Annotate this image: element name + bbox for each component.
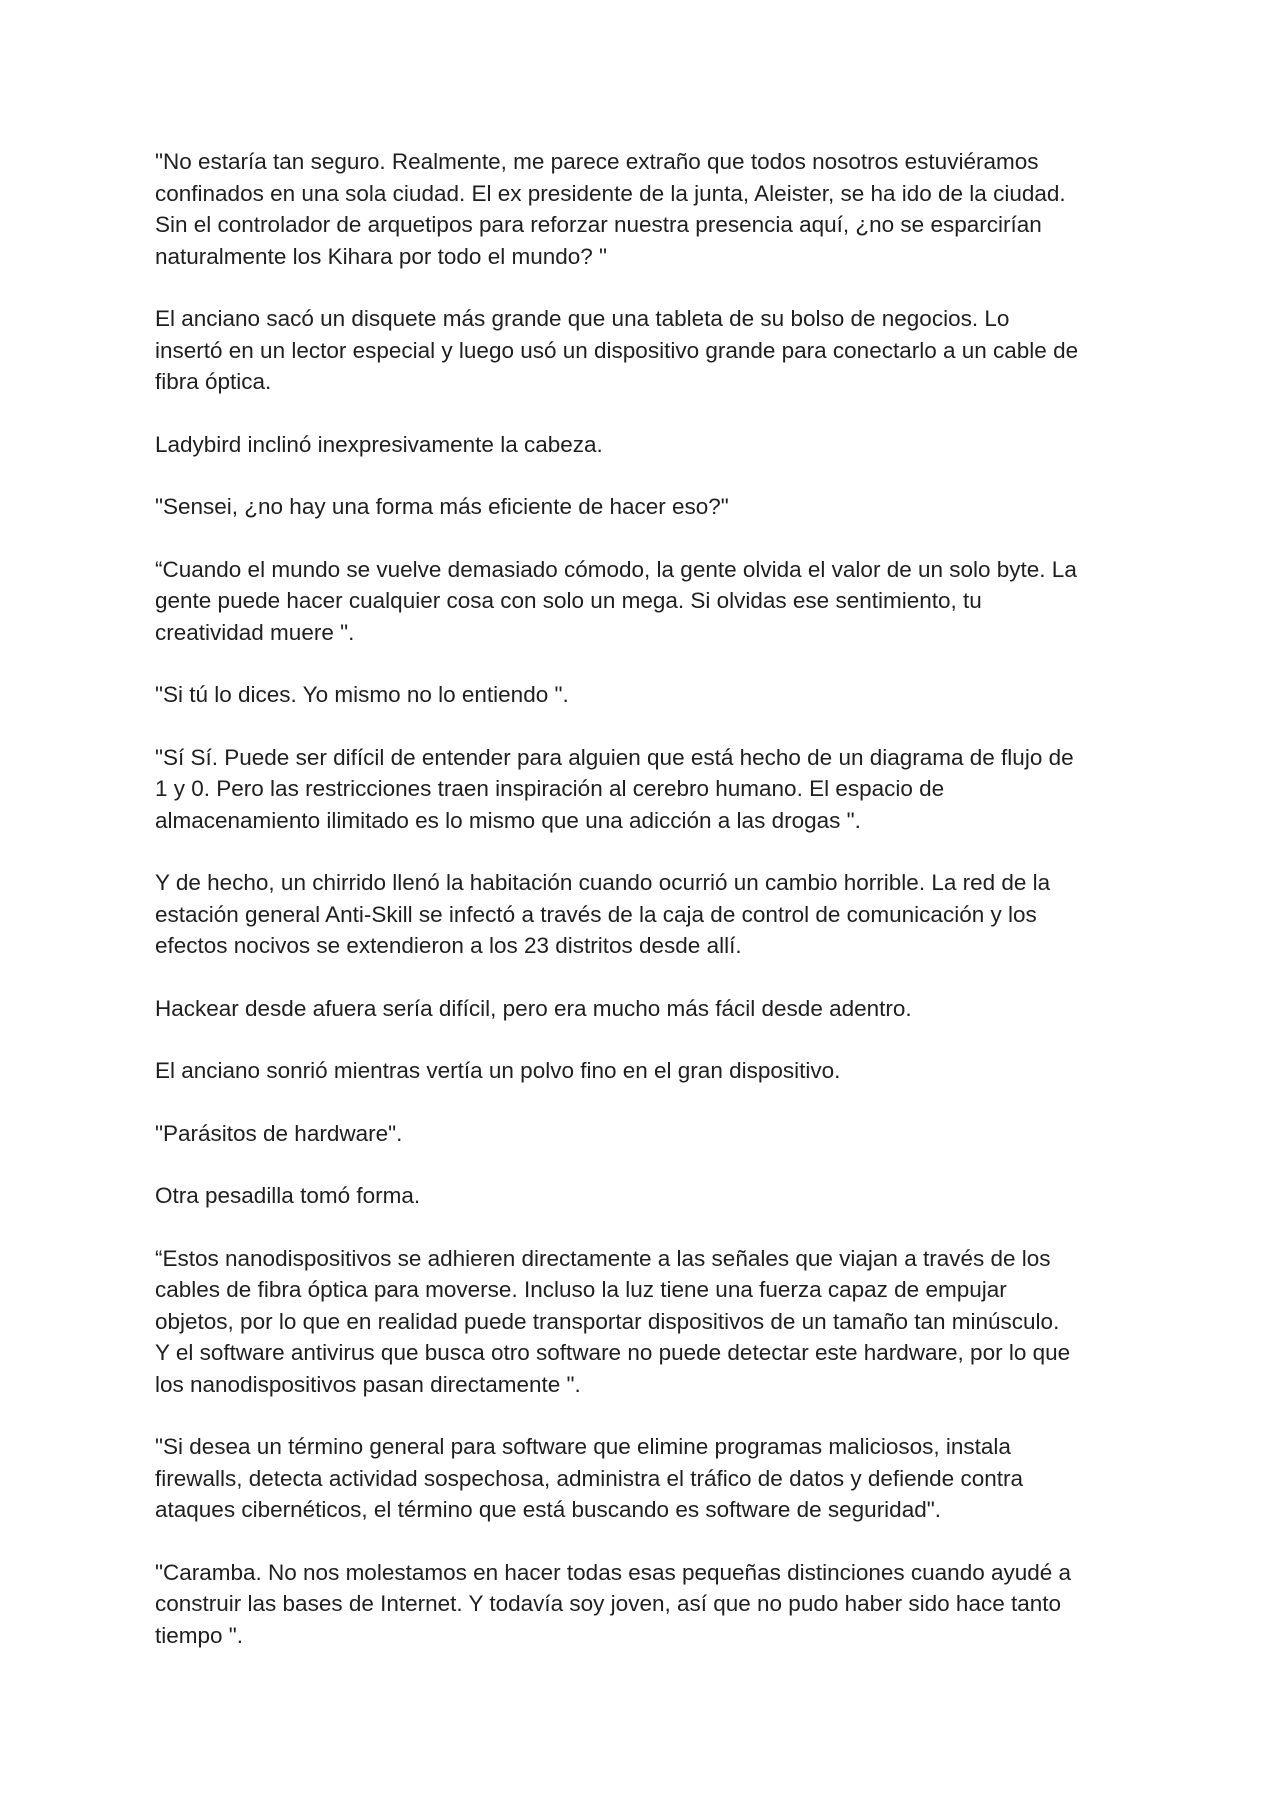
paragraph-11: "Parásitos de hardware".: [155, 1120, 403, 1146]
paragraph-12: Otra pesadilla tomó forma.: [155, 1183, 421, 1208]
paragraph-14: "Si desea un término general para software que elimine programas maliciosos, instala firewalls, detecta actividad sospechosa, administra el tráfico de datos y defiende contra ataques cibernéticos, el término que está buscando es software de seguridad".: [155, 1434, 1023, 1522]
paragraph-1: "No estaría tan seguro. Realmente, me parece extraño que todos nosotros estuviéramos confinados en una sola ciudad. El ex presidente de la junta, Aleister, se ha ido de la ciudad. Sin el controlador de arquetipos para reforzar nuestra presencia aquí, ¿no se esparcirían naturalmente los Kihara por todo el mundo? ": [155, 149, 1066, 269]
paragraph-5: “Cuando el mundo se vuelve demasiado cómodo, la gente olvida el valor de un solo byte. La gente puede hacer cualquier cosa con solo un mega. Si olvidas ese sentimiento, tu creatividad muere ".: [155, 556, 1077, 645]
paragraph-4: "Sensei, ¿no hay una forma más eficiente de hacer eso?": [155, 494, 729, 519]
paragraph-3: Ladybird inclinó inexpresivamente la cabeza.: [155, 431, 603, 457]
paragraph-15: "Caramba. No nos molestamos en hacer todas esas pequeñas distinciones cuando ayudé a construir las bases de Internet. Y todavía soy joven, así que no pudo haber sido hace tanto tiempo ".: [155, 1559, 1072, 1648]
paragraph-13: “Estos nanodispositivos se adhieren directamente a las señales que viajan a través de los cables de fibra óptica para moverse. Incluso la luz tiene una fuerza capaz de empujar objetos, por lo que en realidad puede transportar dispositivos de un tamaño tan minúsculo. Y el software antivirus que busca otro software no puede detectar este hardware, por lo que los nanodispositivos pasan directamente ".: [155, 1245, 1071, 1397]
paragraph-6: "Si tú lo dices. Yo mismo no lo entiendo ".: [155, 682, 569, 707]
paragraph-10: El anciano sonrió mientras vertía un polvo fino en el gran dispositivo.: [155, 1058, 841, 1083]
paragraph-9: Hackear desde afuera sería difícil, pero era mucho más fácil desde adentro.: [155, 995, 912, 1021]
paragraph-2: El anciano sacó un disquete más grande que una tableta de su bolso de negocios. Lo insertó en un lector especial y luego usó un dispositivo grande para conectarlo a un cable de fibra óptica.: [155, 306, 1079, 394]
paragraph-7: "Sí Sí. Puede ser difícil de entender para alguien que está hecho de un diagrama de flujo de 1 y 0. Pero las restricciones traen inspiración al cerebro humano. El espacio de almacenamiento ilimitado es lo mismo que una adicción a las drogas ".: [155, 744, 1074, 833]
paragraph-8: Y de hecho, un chirrido llenó la habitación cuando ocurrió un cambio horrible. La red de la estación general Anti-Skill se infectó a través de la caja de control de comunicación y los efectos nocivos se extendieron a los 23 distritos desde allí.: [155, 870, 1051, 958]
document-page: [155, 146, 1155, 1682]
